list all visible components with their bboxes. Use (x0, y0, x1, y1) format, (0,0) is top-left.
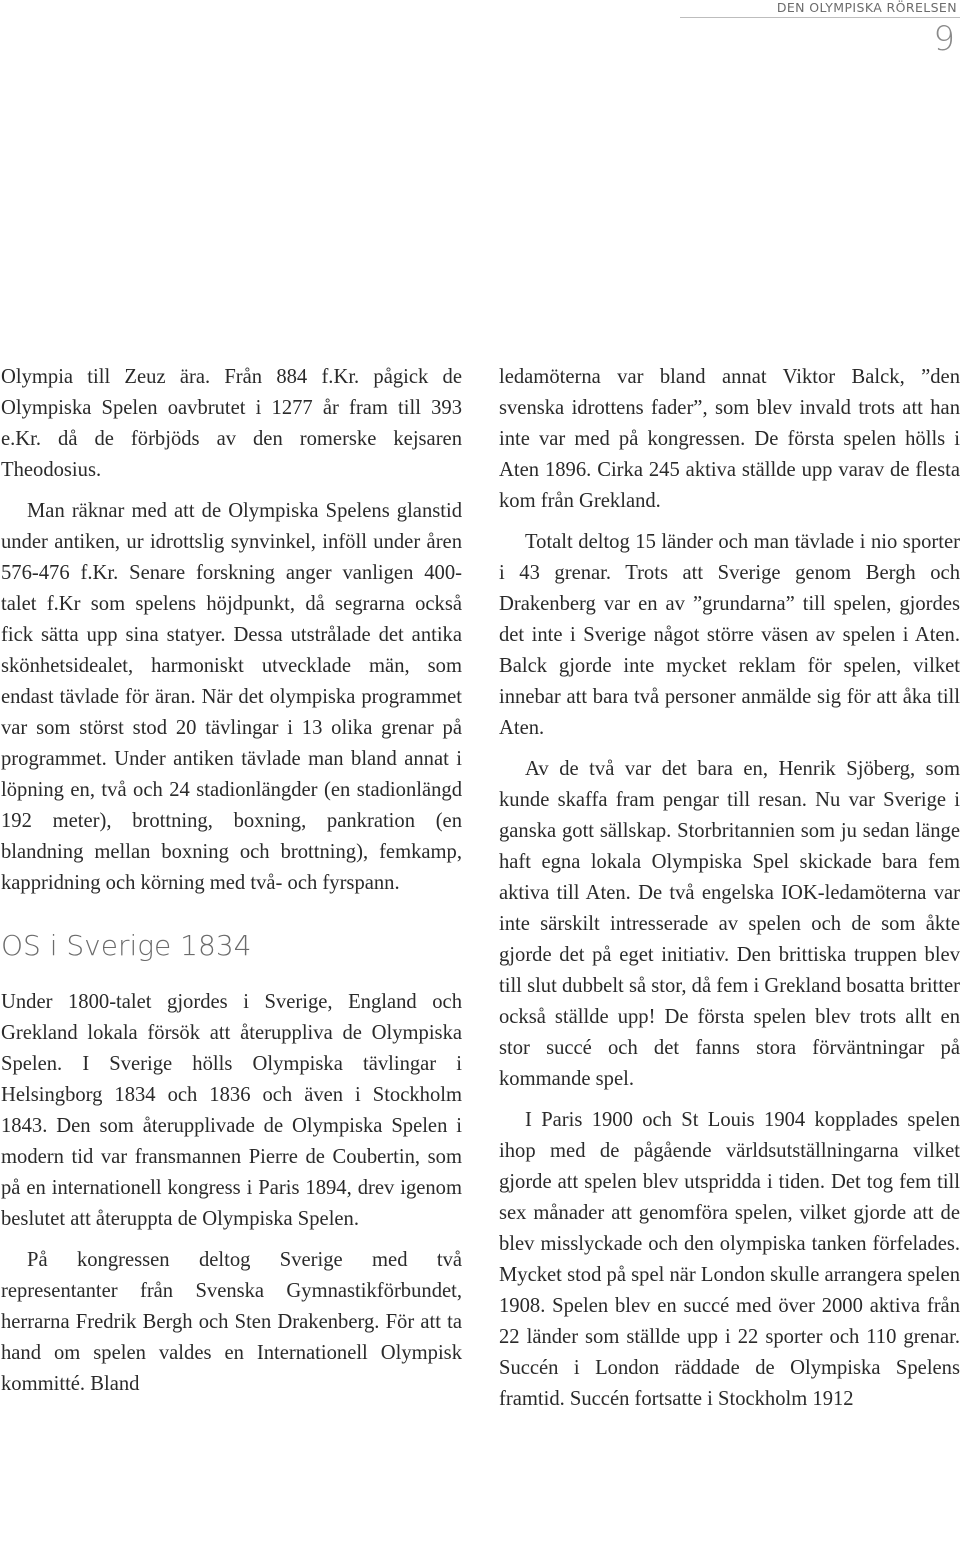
page-number: 9 (933, 19, 955, 59)
section-heading: OS i Sverige 1834 (1, 929, 252, 962)
left-paragraph-2: Man räknar med att de Olympiska Spelens glanstid under antiken, ur idrottslig synvinkel, inföll under åren 576-476 f.Kr. Senare forskning anger vanligen 400-talet f.Kr som spelens höjdpunkt, då segrarna också fick sätta upp sina statyer. Dessa utstrålade det antika skönhetsidealet, harmoniskt utvecklade män, som endast tävlade för äran. När det olympiska programmet var som störst stod 20 tävlingar i 13 olika grenar på programmet. Under antiken tävlade man bland annat i löpning en, två och 24 stadionlängder (en stadionlängd 192 meter), brottning, boxning, pankration (en blandning mellan boxning och brottning), femkamp, kappridning och körning med två- och fyrspann. (1, 500, 462, 894)
right-paragraph-2: Totalt deltog 15 länder och man tävlade i nio sporter i 43 grenar. Trots att Sverige genom Bergh och Drakenberg var en av ”grundarna” till spelen, gjordes det inte i Sverige något större väsen av spelen i Aten. Balck gjorde inte mycket reklam för spelen, vilket innebar att bara två personer anmälde sig för att åka till Aten. (499, 531, 960, 739)
right-column (499, 362, 960, 1415)
right-paragraph-4: I Paris 1900 och St Louis 1904 kopplades spelen ihop med de pågående världsutställningarna vilket gjorde att spelen blev utspridda i tiden. Det tog fem till sex månader att genomföra spelen, vilket gjorde att de blev misslyckade och den olympiska tanken förfelades. Mycket stod på spel när London skulle arrangera spelen 1908. Spelen blev en succé med över 2000 aktiva från 22 länder som ställde upp i 22 sporter och 110 grenar. Succén i London räddade de Olympiska Spelens framtid. Succén fortsatte i Stockholm 1912 (499, 1109, 960, 1410)
left-paragraph-4: På kongressen deltog Sverige med två representanter från Svenska Gymnastikförbundet, herrarna Fredrik Bergh och Sten Drakenberg. För att ta hand om spelen valdes en Internationell Olympisk kommitté. Bland (1, 1249, 462, 1395)
right-paragraph-3: Av de två var det bara en, Henrik Sjöberg, som kunde skaffa fram pengar till resan. Nu var Sverige i ganska gott sällskap. Storbritannien som ju sedan länge haft egna lokala Olympiska Spel skickade bara fem aktiva till Aten. De två engelska IOK-ledamöterna var inte särskilt intresserade av spelen och de som åkte gjorde det på eget initiativ. Den brittiska truppen blev till slut dubbelt så stor, då fem i Grekland bosatta britter också ställde upp! De första spelen blev trots allt en stor succé och det fanns stora förväntningar på kommande spel. (499, 758, 960, 1090)
running-title: DEN OLYMPISKA RÖRELSEN (776, 0, 957, 15)
left-paragraph-1: Olympia till Zeuz ära. Från 884 f.Kr. pågick de Olympiska Spelen oavbrutet i 1277 år fram till 393 e.Kr. då de förbjöds av den romerske kejsaren Theodosius. (1, 366, 462, 481)
left-column (1, 362, 462, 1400)
left-paragraph-3: Under 1800-talet gjordes i Sverige, England och Grekland lokala försök att återuppliva de Olympiska Spelen. I Sverige hölls Olympiska tävlingar i Helsingborg 1834 och 1836 och även i Stockholm 1843. Den som återupplivade de Olympiska Spelen i modern tid var fransmannen Pierre de Coubertin, som på en internationell kongress i Paris 1894, drev igenom beslutet att återuppta de Olympiska Spelen. (1, 991, 462, 1230)
header-rule (680, 17, 960, 18)
right-paragraph-1: ledamöterna var bland annat Viktor Balck, ”den svenska idrottens fader”, som blev invald trots att han inte var med på kongressen. De första spelen hölls i Aten 1896. Cirka 245 aktiva ställde upp varav de flesta kom från Grekland. (499, 366, 960, 512)
